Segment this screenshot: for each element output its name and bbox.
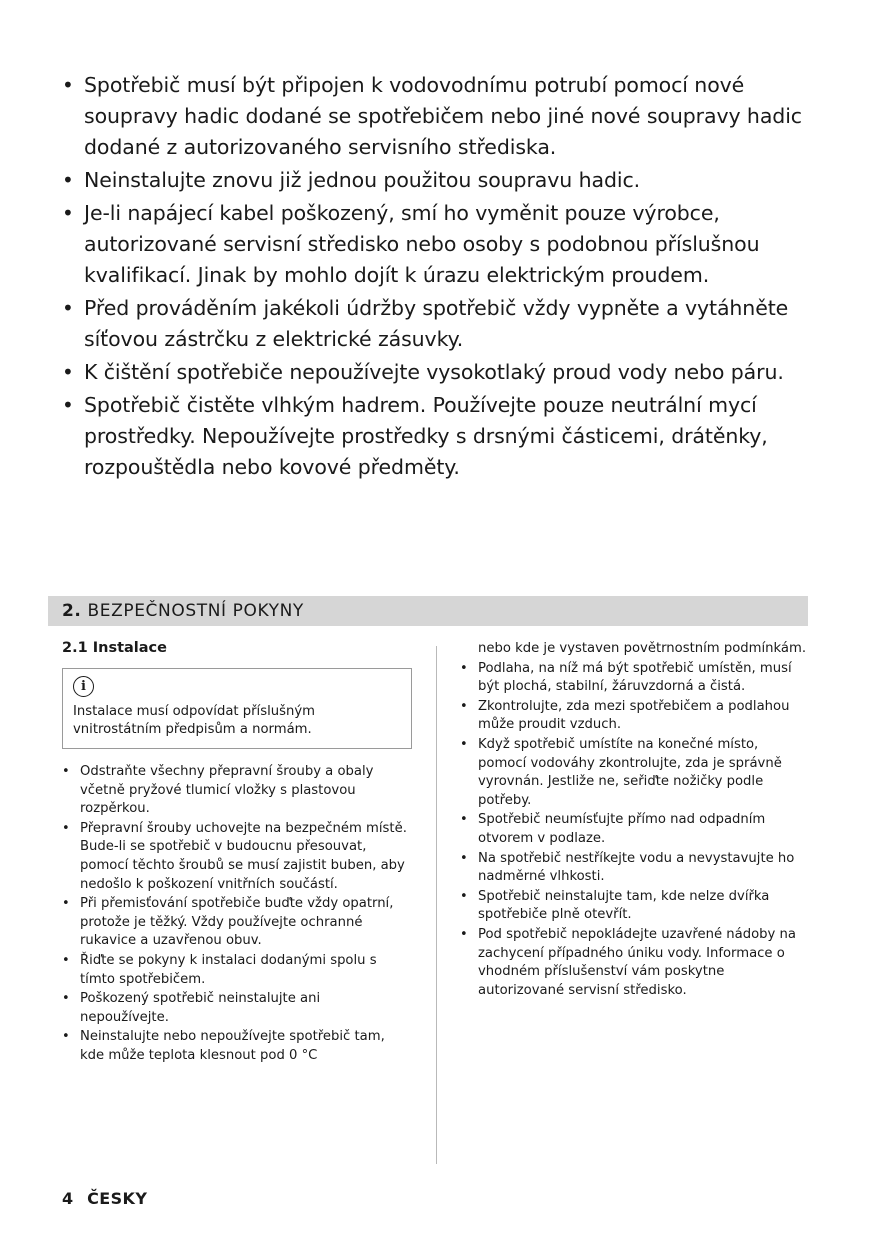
bullet-glyph: • [62,764,70,779]
list-item-text: Když spotřebič umístíte na konečné místo, pomocí vodováhy zkontrolujte, zda je správně vyrovnán. Jestliže ne, seřiďte nožičky podle potřeby. [478,736,782,808]
column-divider [436,646,437,1164]
section-header-text [48,601,304,621]
right-column [460,640,810,1001]
bullet-glyph: • [460,926,468,942]
list-item-text: K čištění spotřebiče nepoužívejte vysokotlaký proud vody nebo páru. [84,360,784,384]
footer-page-number: 4 [62,1189,74,1208]
list-item [62,895,412,951]
two-column-body [62,640,810,1160]
list-item-text: Spotřebič neumísťujte přímo nad odpadním otvorem v podlaze. [478,812,766,846]
list-item [62,357,812,388]
bullet-glyph: • [460,850,468,866]
bullet-glyph: • [62,820,70,836]
list-item [62,820,412,894]
list-item [62,165,812,196]
bullet-glyph: • [62,952,70,968]
list-item [62,763,412,819]
top-safety-bullet-list [62,70,812,485]
list-item-text: Neinstalujte znovu již jednou použitou soupravu hadic. [84,168,641,192]
bullet-glyph: • [460,812,468,828]
list-item [460,736,810,810]
list-item [460,811,810,848]
list-item-text: Neinstalujte nebo nepoužívejte spotřebič tam, kde může teplota klesnout pod 0 °C [80,1029,385,1063]
bullet-glyph: • [62,360,74,384]
list-item [62,198,812,291]
list-item-text: Při přemisťování spotřebiče buďte vždy opatrní, protože je těžký. Vždy používejte ochranné rukavice a uzavřenou obuv. [80,896,394,949]
list-item [460,850,810,887]
left-bullet-list [62,763,412,1066]
section-header-bar [48,596,808,626]
list-item-text: Pod spotřebič nepokládejte uzavřené nádoby na zachycení případného úniku vody. Informace o vhodném příslušenství vám poskytne autorizované servisní středisko. [478,926,796,998]
list-item-text: Před prováděním jakékoli údržby spotřebič vždy vypněte a vytáhněte síťovou zástrčku z elektrické zásuvky. [84,296,789,351]
bullet-glyph: • [62,296,74,320]
list-item [62,390,812,483]
info-icon: i [73,676,94,697]
right-bullet-list [460,660,810,1001]
list-item-text: Přepravní šrouby uchovejte na bezpečném místě. Bude-li se spotřebič v budoucnu přesouvat, pomocí těchto šroubů se musí zajistit buben, aby nedošlo k poškození vnitřních součástí. [80,820,407,892]
bullet-glyph: • [460,660,468,676]
list-item [460,926,810,1000]
list-item-text: Odstraňte všechny přepravní šrouby a obaly včetně pryžové tlumicí vložky s plastovou rozpěrkou. [80,764,374,817]
list-item-text: Na spotřebič nestříkejte vodu a nevystavujte ho nadměrné vlhkosti. [478,850,795,885]
list-item [62,70,812,163]
bullet-glyph: • [62,896,70,912]
list-item [460,660,810,697]
bullet-glyph: • [62,1029,70,1045]
continued-paragraph: nebo kde je vystaven povětrnostním podmínkám. [478,641,807,656]
list-item-text: Spotřebič neinstalujte tam, kde nelze dvířka spotřebiče plně otevřít. [478,888,770,923]
list-item-text: Spotřebič musí být připojen k vodovodnímu potrubí pomocí nové soupravy hadic dodané se spotřebičem nebo jiné nové soupravy hadic dodané z autorizovaného servisního střediska. [84,73,802,159]
section-title: BEZPEČNOSTNÍ POKYNY [87,601,304,621]
bullet-glyph: • [460,736,468,752]
bullet-glyph: • [62,168,74,192]
left-column [62,640,412,1067]
list-item-text: Podlaha, na níž má být spotřebič umístěn, musí být plochá, stabilní, žáruvzdorná a čistá. [478,660,792,695]
info-note-box [62,668,412,749]
list-item [62,293,812,355]
info-note-text: Instalace musí odpovídat příslušným vnitrostátním předpisům a normám. [73,704,315,737]
list-item-text: Řiďte se pokyny k instalaci dodanými spolu s tímto spotřebičem. [80,952,377,987]
list-item [460,698,810,735]
subsection-title: 2.1 Instalace [62,640,167,656]
page-footer [62,1189,147,1208]
list-item-text: Zkontrolujte, zda mezi spotřebičem a podlahou může proudit vzduch. [478,698,790,733]
bullet-glyph: • [62,393,74,417]
list-item [460,888,810,925]
bullet-glyph: • [460,888,468,904]
list-item [62,1028,412,1065]
bullet-glyph: • [62,201,74,225]
bullet-glyph: • [62,991,70,1007]
footer-language-label: ČESKY [87,1189,148,1208]
bullet-glyph: • [460,698,468,714]
list-item [62,952,412,989]
section-number: 2. [62,601,82,621]
list-item-text: Spotřebič čistěte vlhkým hadrem. Používejte pouze neutrální mycí prostředky. Nepoužívejte prostředky s drsnými částicemi, drátěnky, rozpouštědla nebo kovové předměty. [84,393,768,479]
list-item-text: Je-li napájecí kabel poškozený, smí ho vyměnit pouze výrobce, autorizované servisní středisko nebo osoby s podobnou příslušnou kvalifikací. Jinak by mohlo dojít k úrazu elektrickým proudem. [84,201,760,287]
list-item [62,990,412,1027]
bullet-glyph: • [62,73,74,97]
list-item-text: Poškozený spotřebič neinstalujte ani nepoužívejte. [80,991,321,1025]
